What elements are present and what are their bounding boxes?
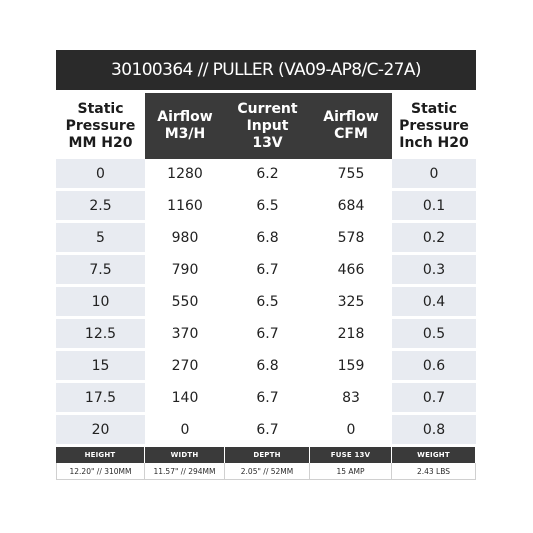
cell-static-pressure-mm: 7.5 [56,255,145,287]
spec-label-depth: DEPTH [225,447,310,463]
table-row [56,191,476,223]
cell-airflow-cfm: 218 [310,319,392,351]
cell-airflow-cfm: 83 [310,383,392,415]
cell-static-pressure-mm: 17.5 [56,383,145,415]
dimensions-header-row [56,447,476,463]
cell-current-input: 6.7 [225,383,310,415]
table-row [56,383,476,415]
cell-static-pressure-mm: 0 [56,159,145,191]
spec-label-height: HEIGHT [56,447,145,463]
cell-airflow-cfm: 684 [310,191,392,223]
table-row [56,351,476,383]
cell-static-pressure-inch: 0.2 [392,223,476,255]
table-title: 30100364 // PULLER (VA09-AP8/C-27A) [56,50,476,90]
spec-label-width: WIDTH [145,447,225,463]
dimensions-value-row [56,463,476,480]
header-airflow-cfm: Airflow CFM [310,93,392,159]
cell-current-input: 6.5 [225,287,310,319]
cell-airflow-m3h: 1280 [145,159,225,191]
cell-airflow-m3h: 140 [145,383,225,415]
cell-airflow-cfm: 755 [310,159,392,191]
cell-static-pressure-inch: 0.8 [392,415,476,444]
spec-value-height: 12.20" // 310MM [56,463,145,480]
header-row [56,93,476,159]
cell-static-pressure-mm: 12.5 [56,319,145,351]
cell-airflow-m3h: 1160 [145,191,225,223]
header-static-pressure-inch: Static Pressure Inch H20 [392,93,476,159]
cell-static-pressure-mm: 20 [56,415,145,444]
header-airflow-m3h: Airflow M3/H [145,93,225,159]
cell-airflow-m3h: 980 [145,223,225,255]
cell-current-input: 6.8 [225,351,310,383]
cell-airflow-cfm: 325 [310,287,392,319]
cell-current-input: 6.7 [225,255,310,287]
cell-airflow-m3h: 790 [145,255,225,287]
table-row [56,223,476,255]
spec-value-fuse: 15 AMP [310,463,392,480]
table-row [56,159,476,191]
cell-static-pressure-inch: 0.5 [392,319,476,351]
performance-table [56,93,476,444]
cell-airflow-cfm: 578 [310,223,392,255]
table-row [56,319,476,351]
cell-current-input: 6.5 [225,191,310,223]
cell-current-input: 6.7 [225,319,310,351]
cell-airflow-m3h: 0 [145,415,225,444]
table-row [56,255,476,287]
cell-static-pressure-mm: 10 [56,287,145,319]
cell-static-pressure-inch: 0.4 [392,287,476,319]
cell-static-pressure-inch: 0.6 [392,351,476,383]
cell-current-input: 6.8 [225,223,310,255]
header-static-pressure-mm: Static Pressure MM H20 [56,93,145,159]
spec-label-weight: WEIGHT [392,447,476,463]
cell-static-pressure-inch: 0 [392,159,476,191]
cell-static-pressure-mm: 15 [56,351,145,383]
cell-airflow-cfm: 159 [310,351,392,383]
cell-airflow-cfm: 466 [310,255,392,287]
spec-value-weight: 2.43 LBS [392,463,476,480]
cell-airflow-m3h: 550 [145,287,225,319]
cell-static-pressure-mm: 2.5 [56,191,145,223]
cell-static-pressure-inch: 0.7 [392,383,476,415]
header-current-input: Current Input 13V [225,93,310,159]
cell-airflow-m3h: 270 [145,351,225,383]
spec-value-depth: 2.05" // 52MM [225,463,310,480]
cell-airflow-cfm: 0 [310,415,392,444]
cell-airflow-m3h: 370 [145,319,225,351]
cell-current-input: 6.7 [225,415,310,444]
cell-static-pressure-inch: 0.3 [392,255,476,287]
table-row [56,415,476,444]
cell-static-pressure-mm: 5 [56,223,145,255]
spec-value-width: 11.57" // 294MM [145,463,225,480]
spec-label-fuse: FUSE 13V [310,447,392,463]
cell-current-input: 6.2 [225,159,310,191]
table-row [56,287,476,319]
cell-static-pressure-inch: 0.1 [392,191,476,223]
spec-sheet [56,50,476,480]
dimensions-footer [56,447,476,480]
